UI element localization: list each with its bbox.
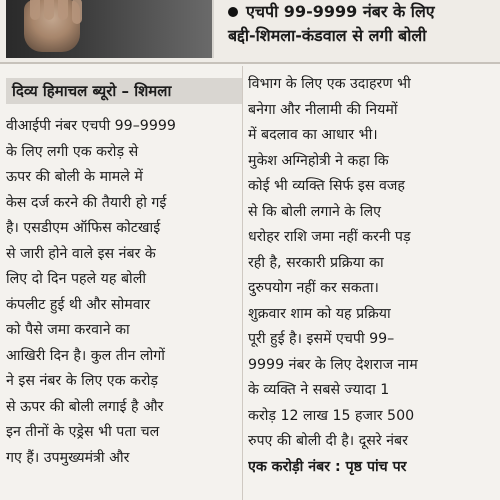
continuation-line: एक करोड़ी नंबर : पृष्ठ पांच पर — [248, 458, 407, 475]
right-line: धरोहर राशि जमा नहीं करनी पड़ — [248, 229, 411, 245]
right-line: रही है, सरकारी प्रक्रिया का — [248, 254, 384, 271]
right-line: में बदलाव का आधार भी। — [248, 127, 378, 143]
right-line: के व्यक्ति ने सबसे ज्यादा 1 — [248, 382, 390, 398]
right-line: दुरुपयोग नहीं कर सकता। — [248, 280, 379, 296]
headline-block — [228, 0, 496, 48]
right-line: विभाग के लिए एक उदाहरण भी — [248, 76, 411, 92]
left-column — [6, 72, 242, 471]
right-line: शुक्रवार शाम को यह प्रक्रिया — [248, 305, 391, 322]
left-line: है। एसडीएम ऑफिस कोटखाई — [6, 220, 161, 236]
top-divider — [0, 62, 500, 64]
right-line: रुपए की बोली दी है। दूसरे नंबर — [248, 433, 408, 449]
byline: दिव्य हिमाचल ब्यूरो – शिमला — [6, 78, 242, 104]
left-line: लिए दो दिन पहले यह बोली — [6, 271, 147, 287]
left-line: से जारी होने वाले इस नंबर के — [6, 245, 156, 262]
bullet-icon — [228, 7, 238, 17]
headline-line-2-text: बद्दी-शिमला-कंडवाल से लगी बोली — [228, 26, 427, 45]
left-line: कंपलीट हुई थी और सोमवार — [6, 296, 151, 313]
left-line: को पैसे जमा करवाने का — [6, 322, 130, 338]
right-line: कोई भी व्यक्ति सिर्फ इस वजह — [248, 178, 405, 194]
left-line: आखिरी दिन है। कुल तीन लोगों — [6, 347, 165, 364]
right-line: बनेगा और नीलामी की नियमों — [248, 101, 398, 118]
right-line: करोड़ 12 लाख 15 हजार 500 — [248, 407, 415, 424]
right-column — [248, 72, 494, 480]
right-line: 9999 नंबर के लिए देशराज नाम — [248, 356, 418, 373]
news-photo — [6, 0, 214, 58]
left-line: वीआईपी नंबर एचपी 99–9999 — [6, 118, 176, 134]
column-divider — [242, 66, 243, 500]
right-line: पूरी हुई है। इसमें एचपी 99– — [248, 331, 395, 347]
right-line: मुकेश अग्निहोत्री ने कहा कि — [248, 152, 389, 169]
right-line: से कि बोली लगाने के लिए — [248, 203, 381, 220]
headline-line-1-text: एचपी 99-9999 नंबर के लिए — [246, 2, 435, 21]
headline-line-1 — [228, 0, 496, 24]
left-line: केस दर्ज करने की तैयारी हो गई — [6, 194, 167, 211]
headline-line-2 — [228, 24, 496, 48]
left-line: ने इस नंबर के लिए एक करोड़ — [6, 373, 159, 389]
left-line: गए हैं। उपमुख्यमंत्री और — [6, 449, 130, 466]
hand-image — [24, 0, 80, 52]
left-line: ऊपर की बोली के मामले में — [6, 169, 143, 185]
left-line: इन तीनों के एड्रेस भी पता चल — [6, 424, 160, 440]
left-line: के लिए लगी एक करोड़ से — [6, 143, 139, 160]
left-line: से ऊपर की बोली लगाई है और — [6, 398, 164, 415]
